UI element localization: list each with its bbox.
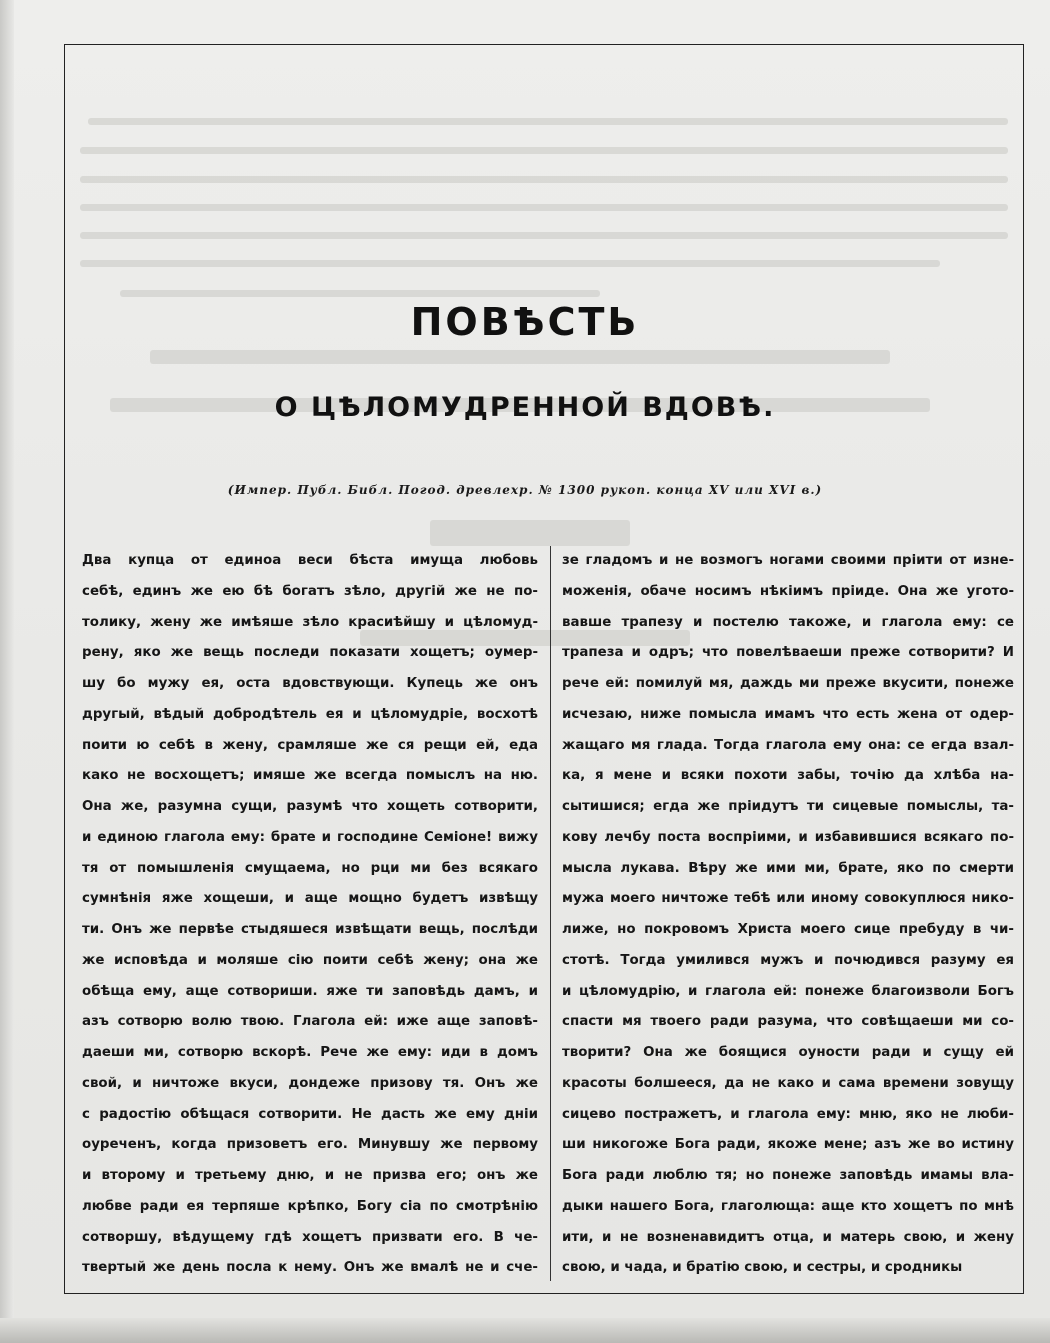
page-title: ПОВѢСТЬ [410, 300, 640, 344]
text-line: любве ради ея терпяше крѣпко, Богу сіа по смотрѣнію [82, 1198, 538, 1214]
text-line: мысла лукава. Вѣру же ими ми, брате, яко по смерти [562, 860, 1014, 876]
text-line: поити ю себѣ в жену, срамляше же ся рещи ей, еда [82, 737, 538, 753]
text-line: сотворшу, вѣдущему гдѣ хощетъ призвати его. В че- [82, 1229, 538, 1245]
page-subtitle: О ЦѢЛОМУДРЕННОЙ ВДОВѢ. [274, 392, 776, 423]
text-column-right [562, 546, 1014, 1284]
text-line: обѣща ему, аще сотвориши. яже ти заповѣдь дамъ, и [82, 983, 538, 999]
text-line: другый, вѣдый добродѣтель ея и цѣломудріе, восхотѣ [82, 706, 538, 722]
text-line: свой, и ничтоже вкуси, дондеже призову тя. Онъ же [82, 1075, 538, 1091]
page-edge-shadow [0, 0, 14, 1343]
text-line: дыки нашего Бога, глаголюща: аще кто хощетъ по мнѣ [562, 1198, 1014, 1214]
text-line: толику, жену же имѣяше зѣло красиѣйшу и цѣломуд- [82, 614, 538, 630]
text-line: Бога ради люблю тя; но понеже заповѣдь имамы вла- [562, 1168, 1014, 1183]
text-line: сытишися; егда же пріидутъ ти сицевые помыслы, та- [562, 799, 1014, 814]
text-column-left [82, 546, 538, 1284]
text-line: рече ей: помилуй мя, даждь ми преже вкусити, понеже [562, 676, 1014, 691]
text-line: ти. Онъ же первѣе стыдяшеся извѣщати вещь, послѣди [82, 922, 538, 937]
text-line: и второму и третьему дню, и не призва его; онъ же [82, 1168, 538, 1183]
text-line: стотѣ. Тогда умилився мужъ и почюдився разуму ея [562, 952, 1014, 968]
text-line: кову лечбу поста воспріими, и избавившися всякаго по- [562, 829, 1014, 845]
text-line: спасти мя твоего ради разума, что совѣщаеши ми со- [562, 1014, 1014, 1030]
text-line: ити, и не возненавидитъ отца, и матерь свою, и жену [562, 1229, 1014, 1245]
text-line: даеши ми, сотворю вскорѣ. Рече же ему: иди в домъ [82, 1045, 538, 1060]
text-line: рену, яко же вещь последи показати хощетъ; оумер- [82, 645, 538, 661]
text-line: творити? Она же боящися оуности ради и сущу ей [562, 1045, 1014, 1060]
text-line: и единою глагола ему: брате и господине Семіоне! вижу [82, 829, 538, 845]
page-bottom-shadow [0, 1318, 1050, 1343]
text-line: себѣ, единъ же ею бѣ богатъ зѣло, другій же не по- [82, 583, 538, 599]
text-line: жащаго мя глада. Тогда глагола ему она: се егда взал- [562, 737, 1014, 753]
text-line: вавше трапезу и постелю такоже, и глагола ему: се [562, 614, 1014, 630]
text-line: красоты болшееся, да не како и сама времени зовущу [562, 1075, 1014, 1091]
text-line: сумнѣнія яже хощеши, и аще мощно будетъ извѣщу [82, 891, 538, 907]
text-line: азъ сотворю волю твою. Глагола ей: иже аще заповѣ- [82, 1014, 538, 1030]
text-line: ка, я мене и всяки похоти забы, точію да хлѣба на- [562, 768, 1014, 784]
text-line: и цѣломудрію, и глагола ей: понеже благоизволи Богъ [562, 983, 1014, 999]
text-line: зе гладомъ и не возмогъ ногами своими пріити от изне- [562, 553, 1014, 568]
text-line: тя от помышленія смущаема, но рци ми без всякаго [82, 860, 538, 876]
text-line: свою, и чада, и братію свою, и сестры, и сродникы [562, 1260, 963, 1276]
source-citation: (Импер. Публ. Библ. Погод. древлехр. № 1300 рукоп. конца XV или XVI в.) [227, 483, 823, 497]
text-line: како не восхощетъ; имяше же всегда помыслъ на ню. [82, 768, 538, 784]
text-line: Два купца от единоа веси бѣста имуща любовь [82, 553, 538, 568]
text-line: твертый же день посла к нему. Онъ же вмалѣ не и сче- [82, 1260, 538, 1276]
text-line: трапеза и одръ; что повелѣваеши преже сотворити? И [562, 645, 1014, 661]
column-divider [550, 546, 551, 1281]
text-line: моженія, обаче носимъ нѣкіимъ пріиде. Она же угото- [562, 583, 1014, 599]
text-line: же исповѣда и моляше сію поити себѣ жену; она же [82, 952, 538, 968]
text-line: с радостію обѣщася сотворити. Не дасть же ему дніи [82, 1106, 538, 1122]
text-line: исчезаю, ниже помысла имамъ что есть жена от одер- [562, 706, 1014, 722]
text-line: сицево постражетъ, и глагола ему: мню, яко не люби- [562, 1106, 1014, 1122]
text-line: Она же, разумна сущи, разумѣ что хощеть сотворити, [82, 799, 538, 814]
text-line: мужа моего ничтоже тебѣ или иному совокуплюся нико- [562, 891, 1014, 907]
text-line: ши никогоже Бога ради, якоже мене; азъ же во истину [562, 1137, 1014, 1153]
text-line: лиже, но покровомъ Христа моего сице пребуду в чи- [562, 922, 1014, 937]
text-line: шу бо мужу ея, оста вдовствующи. Купець же онъ [82, 676, 538, 691]
text-line: оуреченъ, когда призоветъ его. Минувшу же первому [82, 1137, 538, 1153]
